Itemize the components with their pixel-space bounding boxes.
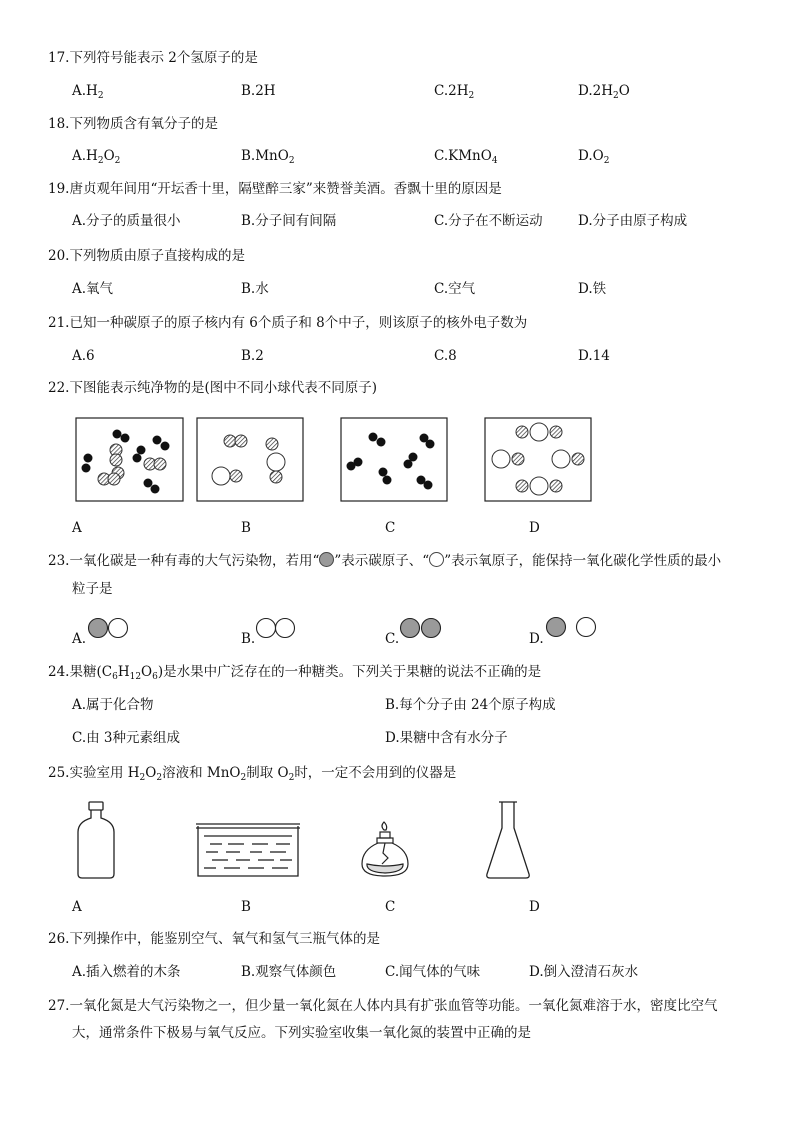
q26-option-b[interactable]: B.观察气体颜色 (241, 964, 337, 980)
q24-stem: 24.果糖$(C_6H_{12}O_6)$是水果中广泛存在的一种糖类。下列关于果糖的说法不正确的是 (48, 664, 542, 682)
q21-stem: 21.已知一种碳原子的原子核内有 6个质子和 8个中子，则该原子的核外电子数为 (48, 315, 528, 331)
q21-option-a[interactable]: A.6 (72, 348, 95, 364)
q21-option-d[interactable]: D.14 (578, 348, 610, 364)
q20-stem: 20.下列物质由原子直接构成的是 (48, 248, 245, 264)
q22-label-a[interactable]: A (72, 520, 82, 536)
q23-molecule-options (0, 612, 794, 652)
q21-option-c[interactable]: C.8 (434, 348, 457, 364)
q23-stem-line2: 粒子是 (72, 581, 113, 597)
q18-stem: 18.下列物质含有氧分子的是 (48, 116, 218, 132)
q18-option-b[interactable]: B.MnO$_2$ (241, 148, 295, 166)
q20-option-a[interactable]: A.氧气 (72, 281, 114, 297)
q19-option-b[interactable]: B.分子间有间隔 (241, 213, 337, 229)
q24-option-a[interactable]: A.属于化合物 (72, 697, 154, 713)
q22-box-a[interactable] (76, 418, 183, 501)
q24-option-d[interactable]: D.果糖中含有水分子 (385, 730, 508, 746)
q17-option-a[interactable]: $A.H_2$ (72, 83, 104, 101)
q17-option-b[interactable]: B.2H (241, 83, 276, 99)
conical-flask-icon[interactable] (487, 802, 529, 878)
q20-option-b[interactable]: B.水 (241, 281, 269, 297)
q22-label-d[interactable]: D (529, 520, 540, 536)
q26-option-d[interactable]: D.倒入澄清石灰水 (529, 964, 639, 980)
q25-stem: 25.实验室用 $H_2O_2$溶液和 MnO$_2$制取 $O_2$时，一定不会用到的仪器是 (48, 765, 457, 783)
q23-label-d[interactable]: D. (529, 631, 544, 647)
q19-option-a[interactable]: A.分子的质量很小 (72, 213, 181, 229)
q25-label-c[interactable]: C (385, 899, 396, 915)
q23-molecule-b[interactable] (257, 619, 295, 638)
q20-option-c[interactable]: C.空气 (434, 281, 476, 297)
q21-option-b[interactable]: B.2 (241, 348, 264, 364)
q25-label-d[interactable]: D (529, 899, 540, 915)
q23-molecule-a[interactable] (89, 619, 128, 638)
q19-stem: 19.唐贞观年间用“开坛香十里，隔壁醉三家”来赞誉美酒。香飘十里的原因是 (48, 181, 502, 197)
q17-option-d[interactable]: $D.2H_2O$ (578, 83, 630, 101)
q22-box-d[interactable] (485, 418, 591, 501)
q23-molecule-c[interactable] (401, 619, 441, 638)
q23-stem: 23.一氧化碳是一种有毒的大气污染物，若用“ ”表示碳原子、“ ”表示氧原子，能保持一氧化碳化学性质的最小 (48, 553, 722, 569)
q25-apparatus (0, 798, 794, 888)
alcohol-lamp-icon[interactable] (362, 822, 408, 876)
q20-option-d[interactable]: D.铁 (578, 281, 607, 297)
q23-label-c[interactable]: C. (385, 631, 400, 647)
q23-label-b[interactable]: B. (241, 631, 256, 647)
q24-option-b[interactable]: B.每个分子由 24个原子构成 (385, 697, 556, 713)
q22-box-b[interactable] (197, 418, 303, 501)
q27-stem-line2: 大，通常条件下极易与氧气反应。下列实验室收集一氧化氮的装置中正确的是 (72, 1025, 531, 1041)
q27-stem-line1: 27.一氧化氮是大气污染物之一，但少量一氧化氮在人体内具有扩张血管等功能。一氧化氮难溶于水，密度比空气 (48, 998, 718, 1014)
water-trough-icon[interactable] (196, 824, 300, 876)
q23-molecule-d[interactable] (547, 618, 596, 637)
q18-option-c[interactable]: C.KMnO$_4$ (434, 148, 498, 166)
q22-label-c[interactable]: C (385, 520, 396, 536)
gas-bottle-icon[interactable] (78, 802, 114, 878)
q17-stem: 17.下列符号能表示 2个氢原子的是 (48, 50, 258, 66)
q26-option-c[interactable]: C.闻气体的气味 (385, 964, 481, 980)
q23-label-a[interactable]: A. (72, 631, 87, 647)
q22-box-c[interactable] (341, 418, 447, 501)
q26-option-a[interactable]: A.插入燃着的木条 (72, 964, 181, 980)
q19-option-d[interactable]: D.分子由原子构成 (578, 213, 688, 229)
oxygen-atom-icon (429, 552, 444, 567)
q19-option-c[interactable]: C.分子在不断运动 (434, 213, 543, 229)
q24-option-c[interactable]: C.由 3种元素组成 (72, 730, 181, 746)
q17-option-c[interactable]: $C.2H_2$ (434, 83, 475, 101)
q18-option-d[interactable]: $D.O_2$ (578, 148, 610, 166)
q26-stem: 26.下列操作中，能鉴别空气、氧气和氢气三瓶气体的是 (48, 931, 380, 947)
q22-label-b[interactable]: B (241, 520, 251, 536)
q25-label-a[interactable]: A (72, 899, 82, 915)
carbon-atom-icon (319, 552, 334, 567)
q22-stem: 22.下图能表示纯净物的是(图中不同小球代表不同原子) (48, 380, 378, 396)
q18-option-a[interactable]: $A.H_2O_2$ (72, 148, 121, 166)
q25-label-b[interactable]: B (241, 899, 251, 915)
q22-particle-diagrams (0, 410, 794, 540)
